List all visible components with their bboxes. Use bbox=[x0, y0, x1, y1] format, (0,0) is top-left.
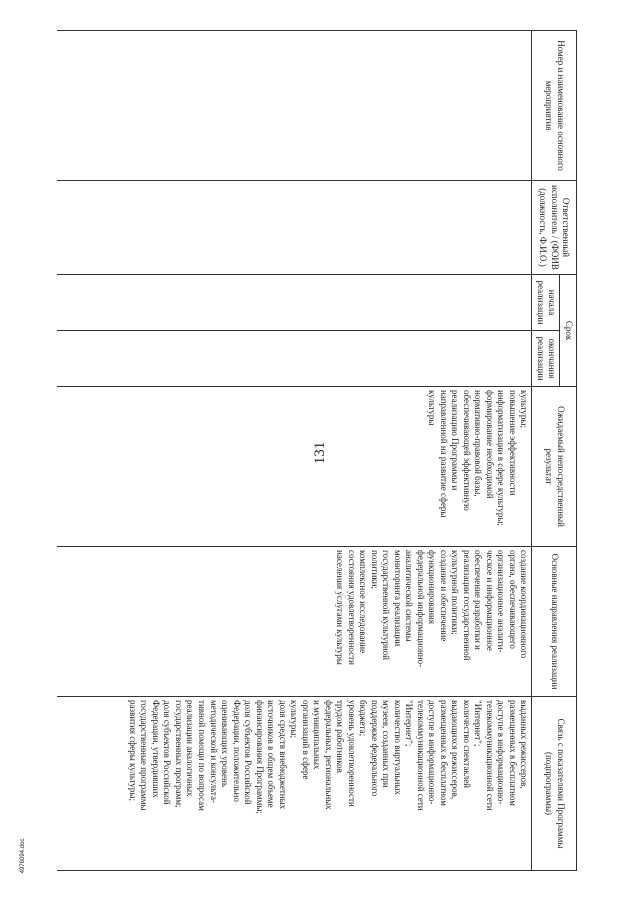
header-term: Срок bbox=[560, 275, 577, 387]
header-activity: Номер и наименование основного мероприятия bbox=[532, 31, 577, 181]
header-responsible: Ответственный исполнитель / (ФОИВ (должность, Ф.И.О.) bbox=[532, 181, 577, 275]
table-sheet bbox=[37, 30, 577, 870]
table-row bbox=[57, 31, 532, 871]
cell-result: культуры; повышение эффективности информатизации в сфере культуры; формирование необходимой нормативно-правовой базы, обеспечивающей эффективную реализацию Программы и направленной на развитие сферы культуры bbox=[57, 387, 532, 547]
header-start: начала реализации bbox=[532, 275, 560, 331]
header-result: Ожидаемый непосредственный результат bbox=[532, 387, 577, 547]
footer-filename: 4976094.doc bbox=[20, 838, 26, 874]
cell-end bbox=[57, 331, 532, 387]
table-header-row bbox=[560, 31, 577, 871]
cell-indicators: выданных режиссеров, размещенных в бесплатном доступе в информационно- телекоммуникационной сети "Интернет"; количество спектаклей выдающихся режиссеров, размещенных в бесплатном доступе в информационно- телекоммуникационной сети "Интернет"; количество виртуальных музеев, созданных при поддержке федерального бюджета; уровень удовлетворенности трудом работников федеральных, региональных и муниципальных организаций в сфере культуры; доля средств внебюджетных источников в общем объеме финансирования Программы; доля субъектов Российской Федерации, положительно оценивающих уровень методической и консульта- тивной помощи по вопросам реализации аналогичных государственных программ; доля субъектов Российской Федерации, утвердивших государственные программы развития сферы культуры; bbox=[57, 697, 532, 871]
cell-start bbox=[57, 275, 532, 331]
header-end: окончания реализации bbox=[532, 331, 560, 387]
cell-activity bbox=[57, 31, 532, 181]
header-indicators: Связь с показателями Программы (подпрограммы) bbox=[532, 697, 577, 871]
header-directions: Основные направления реализации bbox=[532, 547, 577, 697]
cell-responsible bbox=[57, 181, 532, 275]
measures-table bbox=[57, 30, 577, 871]
cell-directions: создание координационного органа, обеспечивающего организационное аналити- ческое и информационное обеспечение разработки и реализации государственной культурной политики; создание и обеспечение функционирования федеральной информационно- аналитической системы мониторинга реализации государственной культурной политики; комплексное исследование состояния удовлетворенности населения услугами культуры bbox=[57, 547, 532, 697]
page-number: 131 bbox=[312, 441, 328, 465]
